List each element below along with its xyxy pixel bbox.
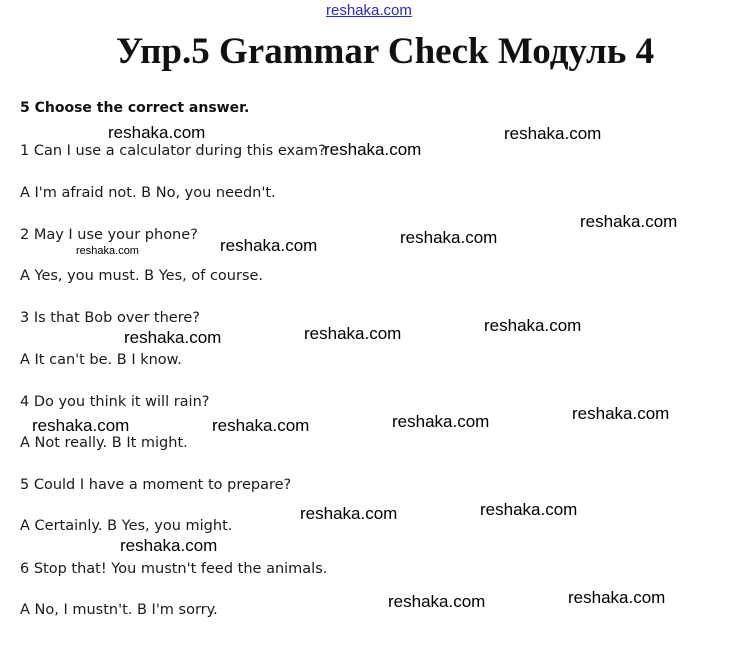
answers-1: A I'm afraid not. B No, you needn't. <box>20 185 276 201</box>
site-link[interactable]: reshaka.com <box>326 2 412 19</box>
watermark: reshaka.com <box>400 228 498 247</box>
watermark: reshaka.com <box>392 412 490 431</box>
answers-6: A No, I mustn't. B I'm sorry. <box>20 602 218 618</box>
watermark: reshaka.com <box>480 500 578 519</box>
watermark: reshaka.com <box>32 416 130 435</box>
page-title: Упр.5 Grammar Check Модуль 4 <box>116 31 655 72</box>
watermark: reshaka.com <box>124 328 222 347</box>
watermark: reshaka.com <box>76 245 139 257</box>
watermark: reshaka.com <box>300 504 398 523</box>
question-5: 5 Could I have a moment to prepare? <box>20 477 292 493</box>
question-6: 6 Stop that! You mustn't feed the animals. <box>20 561 328 577</box>
watermark: reshaka.com <box>304 324 402 343</box>
watermark: reshaka.com <box>108 123 206 142</box>
question-1: 1 Can I use a calculator during this exam? <box>20 143 326 159</box>
question-3: 3 Is that Bob over there? <box>20 310 200 326</box>
exercise-instruction: 5 Choose the correct answer. <box>20 100 250 116</box>
watermark: reshaka.com <box>484 316 582 335</box>
question-2: 2 May I use your phone? <box>20 227 198 243</box>
watermark: reshaka.com <box>220 236 318 255</box>
answers-4: A Not really. B It might. <box>20 435 188 451</box>
watermark: reshaka.com <box>212 416 310 435</box>
question-4: 4 Do you think it will rain? <box>20 394 210 410</box>
watermark: reshaka.com <box>504 124 602 143</box>
watermark: reshaka.com <box>388 592 486 611</box>
watermark: reshaka.com <box>568 588 666 607</box>
watermark: reshaka.com <box>324 140 422 159</box>
watermark: reshaka.com <box>580 212 678 231</box>
watermark: reshaka.com <box>572 404 670 423</box>
answers-3: A It can't be. B I know. <box>20 352 182 368</box>
watermark: reshaka.com <box>120 536 218 555</box>
answers-2: A Yes, you must. B Yes, of course. <box>20 268 264 284</box>
answers-5: A Certainly. B Yes, you might. <box>20 518 233 534</box>
